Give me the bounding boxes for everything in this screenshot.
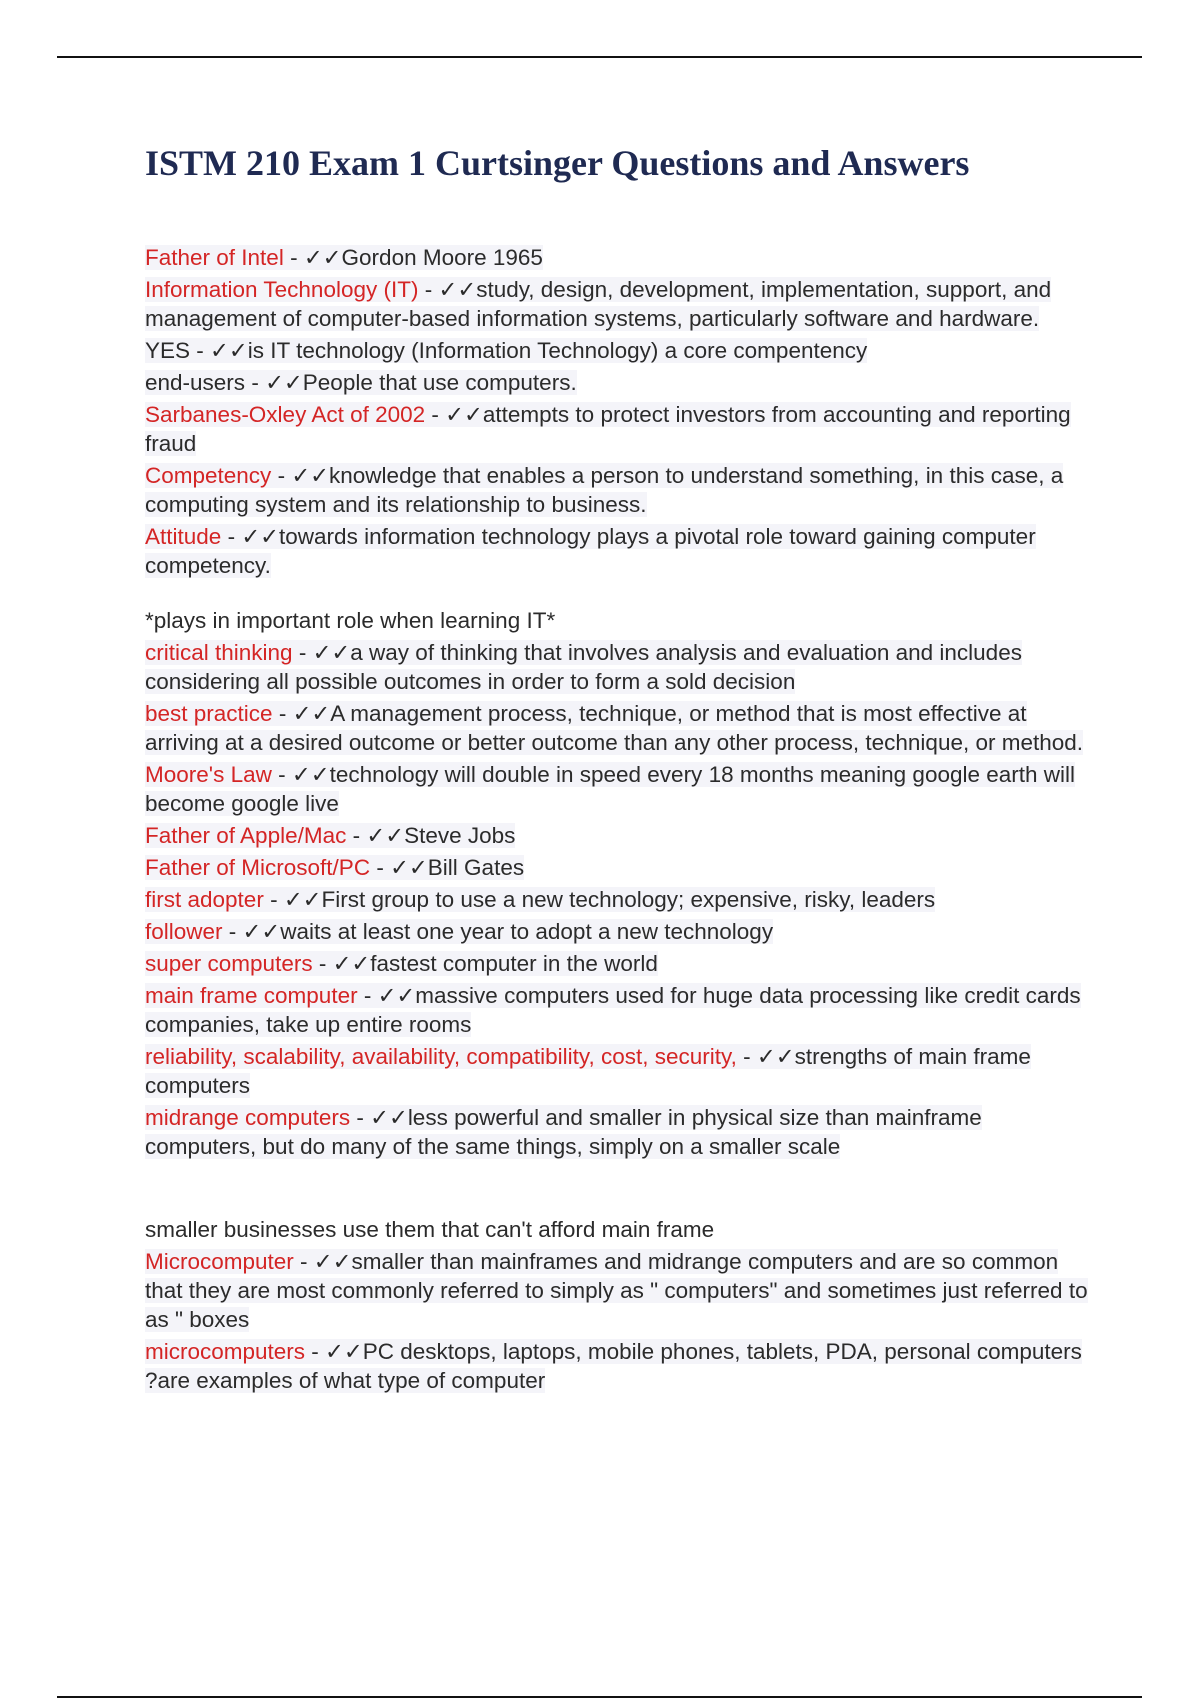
entry-term: critical thinking — [145, 640, 293, 665]
entry-definition: strengths of main frame computers — [145, 1044, 1031, 1098]
spacer — [145, 583, 1095, 606]
qa-entry: main frame computer - ✓✓massive computers used for huge data processing like credit cards companies, take up entire rooms — [145, 983, 1081, 1037]
check-marks: ✓✓ — [241, 524, 280, 549]
check-marks: ✓✓ — [390, 855, 428, 880]
check-marks: ✓✓ — [291, 762, 330, 787]
entry-definition: A management process, technique, or method that is most effective at arriving at a desired outcome or better outcome than any other process, technique, or method. — [145, 701, 1084, 755]
qa-entry: Information Technology (IT) - ✓✓study, design, development, implementation, support, and management of computer-based information systems, particularly software and hardware. — [145, 277, 1052, 331]
note-text: *plays in important role when learning IT* — [145, 608, 556, 633]
entry-term: Microcomputer — [145, 1249, 294, 1274]
entry-definition: Gordon Moore 1965 — [341, 245, 543, 270]
entry-definition: massive computers used for huge data processing like credit cards companies, take up entire rooms — [145, 983, 1081, 1037]
entry-term: Moore's Law — [145, 762, 272, 787]
entry-definition: smaller than mainframes and midrange computers and are so common that they are most commonly referred to simply as " computers" and sometimes just referred to as " boxes — [145, 1249, 1088, 1332]
entry-definition: attempts to protect investors from accounting and reporting fraud — [145, 402, 1071, 456]
entry-term: Competency — [145, 463, 272, 488]
qa-entry: YES - ✓✓is IT technology (Information Technology) a core compentency — [145, 338, 868, 363]
qa-entry: Competency - ✓✓knowledge that enables a person to understand something, in this case, a computing system and its relationship to business. — [145, 463, 1064, 517]
check-marks: ✓✓ — [242, 919, 281, 944]
entry-definition: technology will double in speed every 18 months meaning google earth will become google live — [145, 762, 1076, 816]
entry-term: midrange computers — [145, 1105, 351, 1130]
entry-definition: is IT technology (Information Technology) a core compentency — [247, 338, 868, 363]
check-marks: ✓✓ — [312, 640, 351, 665]
entry-term: best practice — [145, 701, 273, 726]
qa-entry: midrange computers - ✓✓less powerful and smaller in physical size than mainframe computers, but do many of the same things, simply on a smaller scale — [145, 1105, 982, 1159]
entry-term: microcomputers — [145, 1339, 306, 1364]
qa-entry: first adopter - ✓✓First group to use a new technology; expensive, risky, leaders — [145, 887, 936, 912]
entry-term: super computers — [145, 951, 313, 976]
entry-term: Father of Intel — [145, 245, 284, 270]
check-marks: ✓✓ — [292, 701, 331, 726]
qa-entry: Father of Microsoft/PC - ✓✓Bill Gates — [145, 855, 525, 880]
check-marks: ✓✓ — [325, 1339, 363, 1364]
qa-entry: Moore's Law - ✓✓technology will double in speed every 18 months meaning google earth will become google live — [145, 762, 1076, 816]
entry-definition: a way of thinking that involves analysis and evaluation and includes considering all possible outcomes in order to form a sold decision — [145, 640, 1022, 694]
entry-definition: knowledge that enables a person to understand something, in this case, a computing system and its relationship to business. — [145, 463, 1064, 517]
check-marks: ✓✓ — [303, 245, 342, 270]
check-marks: ✓✓ — [370, 1105, 408, 1130]
check-marks: ✓✓ — [366, 823, 405, 848]
qa-entry: Attitude - ✓✓towards information technology plays a pivotal role toward gaining computer competency. — [145, 524, 1036, 578]
note-text: smaller businesses use them that can't afford main frame — [145, 1217, 715, 1242]
qa-entry: Microcomputer - ✓✓smaller than mainframes and midrange computers and are so common that they are most commonly referred to simply as " computers" and sometimes just referred to as " boxes — [145, 1249, 1088, 1332]
qa-entry: best practice - ✓✓A management process, technique, or method that is most effective at arriving at a desired outcome or better outcome than any other process, technique, or method. — [145, 701, 1084, 755]
entry-term: Father of Apple/Mac — [145, 823, 347, 848]
entry-definition: study, design, development, implementation, support, and management of computer-based information systems, particularly software and hardware. — [145, 277, 1052, 331]
entry-term: YES — [145, 338, 191, 363]
entry-definition: PC desktops, laptops, mobile phones, tablets, PDA, personal computers ?are examples of what type of computer — [145, 1339, 1082, 1393]
entry-definition: waits at least one year to adopt a new technology — [280, 919, 774, 944]
qa-entry: Father of Intel - ✓✓Gordon Moore 1965 — [145, 245, 543, 270]
qa-entry: Sarbanes-Oxley Act of 2002 - ✓✓attempts to protect investors from accounting and reporting fraud — [145, 402, 1071, 456]
check-marks: ✓✓ — [313, 1249, 352, 1274]
qa-entry: end-users - ✓✓People that use computers. — [145, 370, 577, 395]
qa-entry: follower - ✓✓waits at least one year to adopt a new technology — [145, 919, 774, 944]
qa-entry: Father of Apple/Mac - ✓✓Steve Jobs — [145, 823, 516, 848]
check-marks: ✓✓ — [332, 951, 371, 976]
entry-definition: towards information technology plays a pivotal role toward gaining computer competency. — [145, 524, 1036, 578]
entry-definition: Steve Jobs — [404, 823, 516, 848]
entry-definition: less powerful and smaller in physical size than mainframe computers, but do many of the same things, simply on a smaller scale — [145, 1105, 982, 1159]
qa-entry: reliability, scalability, availability, compatibility, cost, security, - ✓✓strengths of main frame computers — [145, 1044, 1031, 1098]
entry-term: Information Technology (IT) — [145, 277, 419, 302]
entry-term: main frame computer — [145, 983, 358, 1008]
entry-term: follower — [145, 919, 223, 944]
check-marks: ✓✓ — [265, 370, 303, 395]
check-marks: ✓✓ — [283, 887, 322, 912]
check-marks: ✓✓ — [210, 338, 248, 363]
entry-term: Attitude — [145, 524, 222, 549]
check-marks: ✓✓ — [438, 277, 477, 302]
check-marks: ✓✓ — [291, 463, 330, 488]
qa-entry: microcomputers - ✓✓PC desktops, laptops, mobile phones, tablets, PDA, personal computers ?are examples of what type of computer — [145, 1339, 1082, 1393]
spacer — [145, 1164, 1095, 1215]
check-marks: ✓✓ — [445, 402, 483, 427]
top-rule — [57, 56, 1142, 58]
qa-entry: super computers - ✓✓fastest computer in the world — [145, 951, 658, 976]
entry-term: Father of Microsoft/PC — [145, 855, 371, 880]
page-title: ISTM 210 Exam 1 Curtsinger Questions and Answers — [145, 143, 970, 183]
entry-definition: fastest computer in the world — [370, 951, 658, 976]
bottom-rule — [57, 1696, 1142, 1698]
entry-definition: First group to use a new technology; expensive, risky, leaders — [321, 887, 936, 912]
check-marks: ✓✓ — [377, 983, 416, 1008]
qa-list — [145, 243, 1095, 1398]
entry-term: Sarbanes-Oxley Act of 2002 — [145, 402, 426, 427]
entry-definition: People that use computers. — [302, 370, 577, 395]
entry-term: first adopter — [145, 887, 264, 912]
entry-term: reliability, scalability, availability, compatibility, cost, security, — [145, 1044, 737, 1069]
check-marks: ✓✓ — [756, 1044, 795, 1069]
entry-definition: Bill Gates — [427, 855, 525, 880]
qa-entry: critical thinking - ✓✓a way of thinking that involves analysis and evaluation and includes considering all possible outcomes in order to form a sold decision — [145, 640, 1022, 694]
entry-term: end-users — [145, 370, 246, 395]
